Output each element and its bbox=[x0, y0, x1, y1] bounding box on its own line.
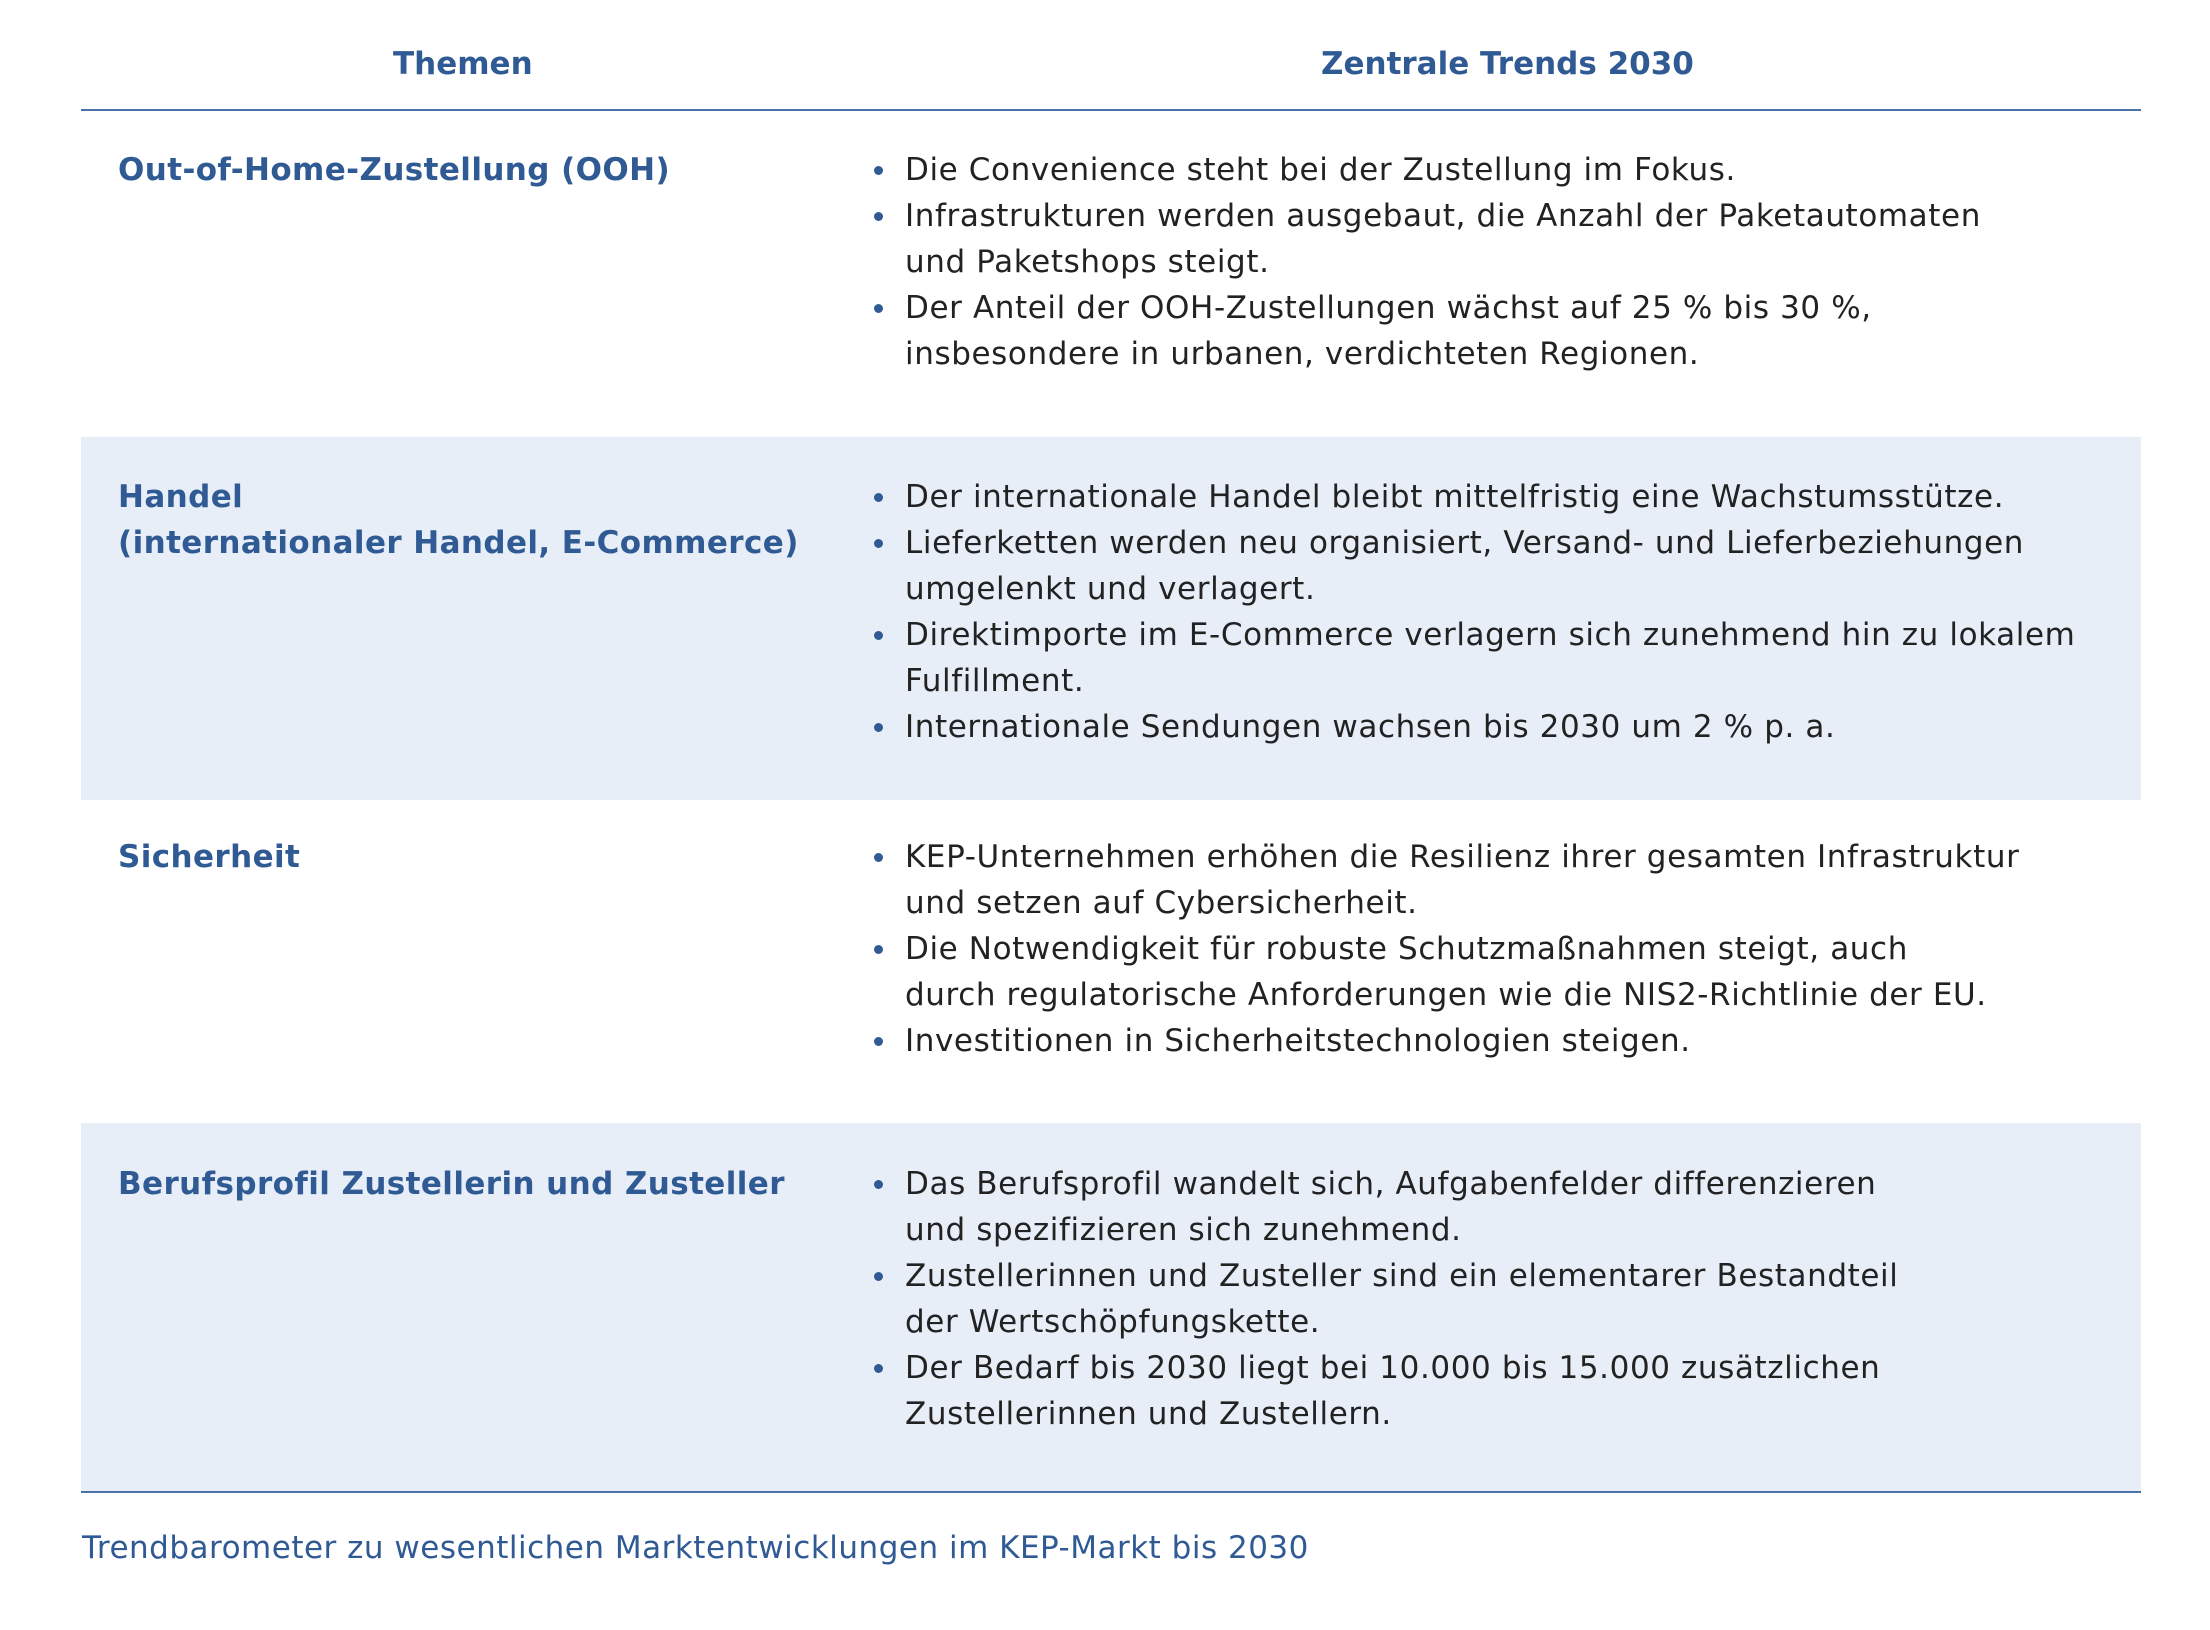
list-item bbox=[871, 285, 2121, 377]
trend-list bbox=[871, 1161, 2121, 1437]
header-trends: Zentrale Trends 2030 bbox=[1321, 46, 1694, 82]
table-row bbox=[81, 437, 2141, 800]
item-line: und setzen auf Cybersicherheit. bbox=[905, 885, 1418, 921]
caption: Trendbarometer zu wesentlichen Marktentwicklungen im KEP-Markt bis 2030 bbox=[82, 1530, 1309, 1566]
list-item bbox=[871, 834, 2121, 926]
item-line: Die Notwendigkeit für robuste Schutzmaßnahmen steigt, auch bbox=[905, 931, 1908, 967]
list-item bbox=[871, 1253, 2121, 1345]
item-line: Der internationale Handel bleibt mittelfristig eine Wachstumsstütze. bbox=[905, 479, 2005, 515]
item-line: Die Convenience steht bei der Zustellung im Fokus. bbox=[905, 152, 1736, 188]
topic-line: (internationaler Handel, E-Commerce) bbox=[118, 525, 799, 561]
table-bottom-rule bbox=[81, 1491, 2141, 1493]
list-item bbox=[871, 1018, 2121, 1064]
trend-list bbox=[871, 474, 2121, 750]
row-topic bbox=[118, 474, 799, 566]
trend-list bbox=[871, 834, 2121, 1064]
item-line: umgelenkt und verlagert. bbox=[905, 571, 1316, 607]
table-header bbox=[81, 0, 2141, 111]
item-line: durch regulatorische Anforderungen wie die NIS2-Richtlinie der EU. bbox=[905, 977, 1987, 1013]
topic-line: Handel bbox=[118, 479, 244, 515]
list-item bbox=[871, 193, 2121, 285]
list-item bbox=[871, 520, 2121, 612]
list-item bbox=[871, 147, 2121, 193]
list-item bbox=[871, 926, 2121, 1018]
item-line: Investitionen in Sicherheitstechnologien steigen. bbox=[905, 1023, 1691, 1059]
table-row bbox=[81, 1123, 2141, 1491]
item-line: Zustellerinnen und Zustellern. bbox=[905, 1396, 1392, 1432]
item-line: Internationale Sendungen wachsen bis 2030 um 2 % p. a. bbox=[905, 709, 1836, 745]
item-line: Zustellerinnen und Zusteller sind ein elementarer Bestandteil bbox=[905, 1258, 1899, 1294]
item-line: und spezifizieren sich zunehmend. bbox=[905, 1212, 1462, 1248]
table-row bbox=[81, 111, 2141, 437]
row-topic bbox=[118, 834, 300, 880]
item-line: Fulfillment. bbox=[905, 663, 1085, 699]
list-item bbox=[871, 1345, 2121, 1437]
table-row bbox=[81, 800, 2141, 1123]
item-line: Direktimporte im E-Commerce verlagern sich zunehmend hin zu lokalem bbox=[905, 617, 2076, 653]
row-topic bbox=[118, 147, 670, 193]
item-line: Der Bedarf bis 2030 liegt bei 10.000 bis 15.000 zusätzlichen bbox=[905, 1350, 1881, 1386]
trend-table bbox=[81, 0, 2141, 1493]
trend-list bbox=[871, 147, 2121, 377]
item-line: Das Berufsprofil wandelt sich, Aufgabenfelder differenzieren bbox=[905, 1166, 1877, 1202]
topic-line: Out-of-Home-Zustellung (OOH) bbox=[118, 152, 671, 188]
item-line: insbesondere in urbanen, verdichteten Regionen. bbox=[905, 336, 1700, 372]
topic-line: Berufsprofil Zustellerin und Zusteller bbox=[118, 1166, 785, 1202]
list-item bbox=[871, 704, 2121, 750]
row-topic bbox=[118, 1161, 785, 1207]
item-line: KEP-Unternehmen erhöhen die Resilienz ihrer gesamten Infrastruktur bbox=[905, 839, 2020, 875]
item-line: Lieferketten werden neu organisiert, Versand- und Lieferbeziehungen bbox=[905, 525, 2025, 561]
item-line: Der Anteil der OOH-Zustellungen wächst auf 25 % bis 30 %, bbox=[905, 290, 1872, 326]
topic-line: Sicherheit bbox=[118, 839, 301, 875]
header-topics: Themen bbox=[393, 46, 533, 82]
list-item bbox=[871, 1161, 2121, 1253]
list-item bbox=[871, 612, 2121, 704]
item-line: der Wertschöpfungskette. bbox=[905, 1304, 1321, 1340]
item-line: und Paketshops steigt. bbox=[905, 244, 1270, 280]
item-line: Infrastrukturen werden ausgebaut, die Anzahl der Paketautomaten bbox=[905, 198, 1981, 234]
list-item bbox=[871, 474, 2121, 520]
